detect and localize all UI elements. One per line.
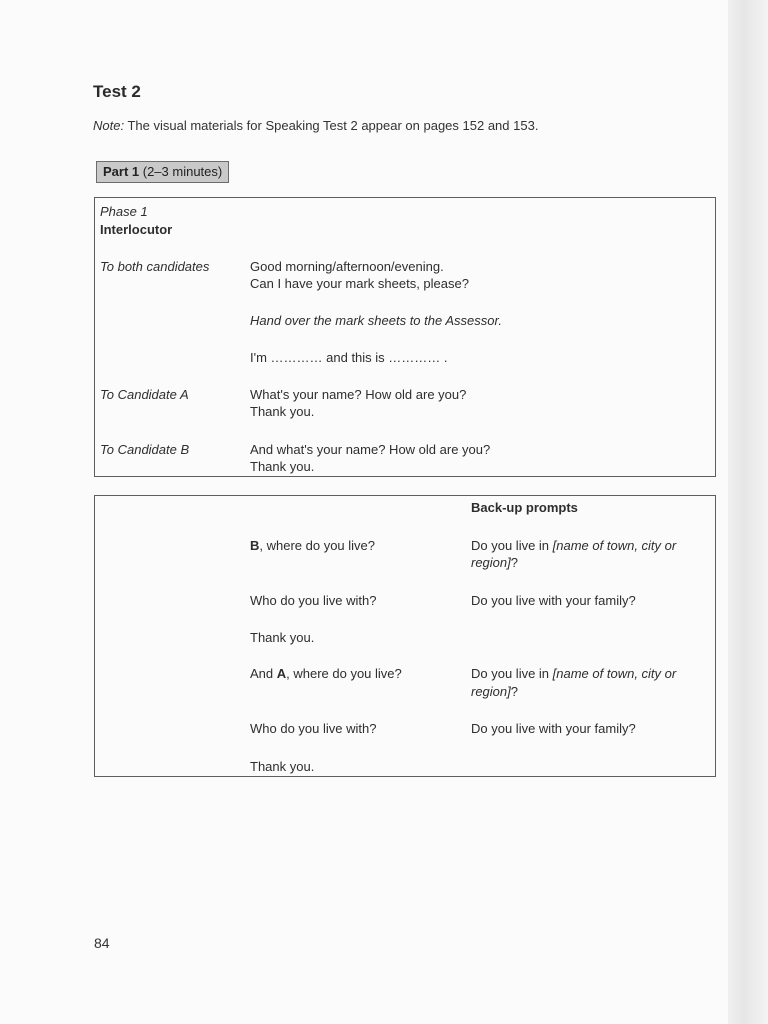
prompt-placeholder: [name of town, city or bbox=[552, 666, 677, 681]
backup-prompt bbox=[471, 665, 676, 683]
speaker-both-candidates: To both candidates bbox=[100, 259, 210, 274]
page-number: 84 bbox=[94, 935, 110, 951]
prompt-text: ? bbox=[510, 684, 518, 699]
script-line: Thank you. bbox=[250, 459, 315, 474]
note-text: The visual materials for Speaking Test 2 appear on pages 152 and 153. bbox=[124, 118, 539, 133]
question-line: Thank you. bbox=[250, 759, 315, 774]
question-line bbox=[250, 537, 375, 555]
part-name: Part 1 bbox=[103, 164, 140, 179]
prompt-text: Do you live in bbox=[471, 538, 553, 553]
question-text: , where do you live? bbox=[286, 666, 402, 681]
part-duration: (2–3 minutes) bbox=[139, 164, 223, 179]
backup-prompt: Do you live with your family? bbox=[471, 593, 636, 608]
speaker-candidate-a: To Candidate A bbox=[100, 387, 189, 402]
script-line: And what's your name? How old are you? bbox=[250, 442, 491, 457]
prompt-placeholder: region] bbox=[471, 684, 511, 699]
prompt-placeholder: region] bbox=[471, 555, 511, 570]
script-line: Can I have your mark sheets, please? bbox=[250, 276, 469, 291]
phase-label: Phase 1 bbox=[100, 204, 148, 219]
script-line: Good morning/afternoon/evening. bbox=[250, 259, 444, 274]
part-badge bbox=[96, 161, 229, 183]
stage-instruction: Hand over the mark sheets to the Assessor. bbox=[250, 313, 502, 328]
question-line: Who do you live with? bbox=[250, 721, 377, 736]
speaker-candidate-b: To Candidate B bbox=[100, 442, 190, 457]
note-label: Note: bbox=[93, 118, 125, 133]
script-line: I'm ………… and this is ………… . bbox=[250, 350, 448, 365]
backup-prompt-cont bbox=[471, 683, 518, 701]
question-line: Who do you live with? bbox=[250, 593, 377, 608]
backup-prompt-cont bbox=[471, 554, 518, 572]
script-line: What's your name? How old are you? bbox=[250, 387, 467, 402]
role-label: Interlocutor bbox=[100, 222, 173, 237]
note-line bbox=[93, 118, 538, 133]
question-line bbox=[250, 665, 402, 683]
phase-script-box bbox=[94, 197, 716, 477]
backup-prompt bbox=[471, 537, 676, 555]
question-text: And bbox=[250, 666, 277, 681]
script-line: Thank you. bbox=[250, 404, 315, 419]
question-line: Thank you. bbox=[250, 630, 315, 645]
page-title: Test 2 bbox=[93, 82, 141, 101]
page-edge-shadow bbox=[728, 0, 768, 1024]
prompt-placeholder: [name of town, city or bbox=[552, 538, 677, 553]
candidate-letter: A bbox=[276, 666, 287, 681]
backup-prompts-header: Back-up prompts bbox=[471, 500, 578, 515]
candidate-letter: B bbox=[250, 538, 260, 553]
question-text: , where do you live? bbox=[259, 538, 376, 553]
prompt-text: ? bbox=[510, 555, 518, 570]
backup-prompt: Do you live with your family? bbox=[471, 721, 636, 736]
prompt-text: Do you live in bbox=[471, 666, 553, 681]
